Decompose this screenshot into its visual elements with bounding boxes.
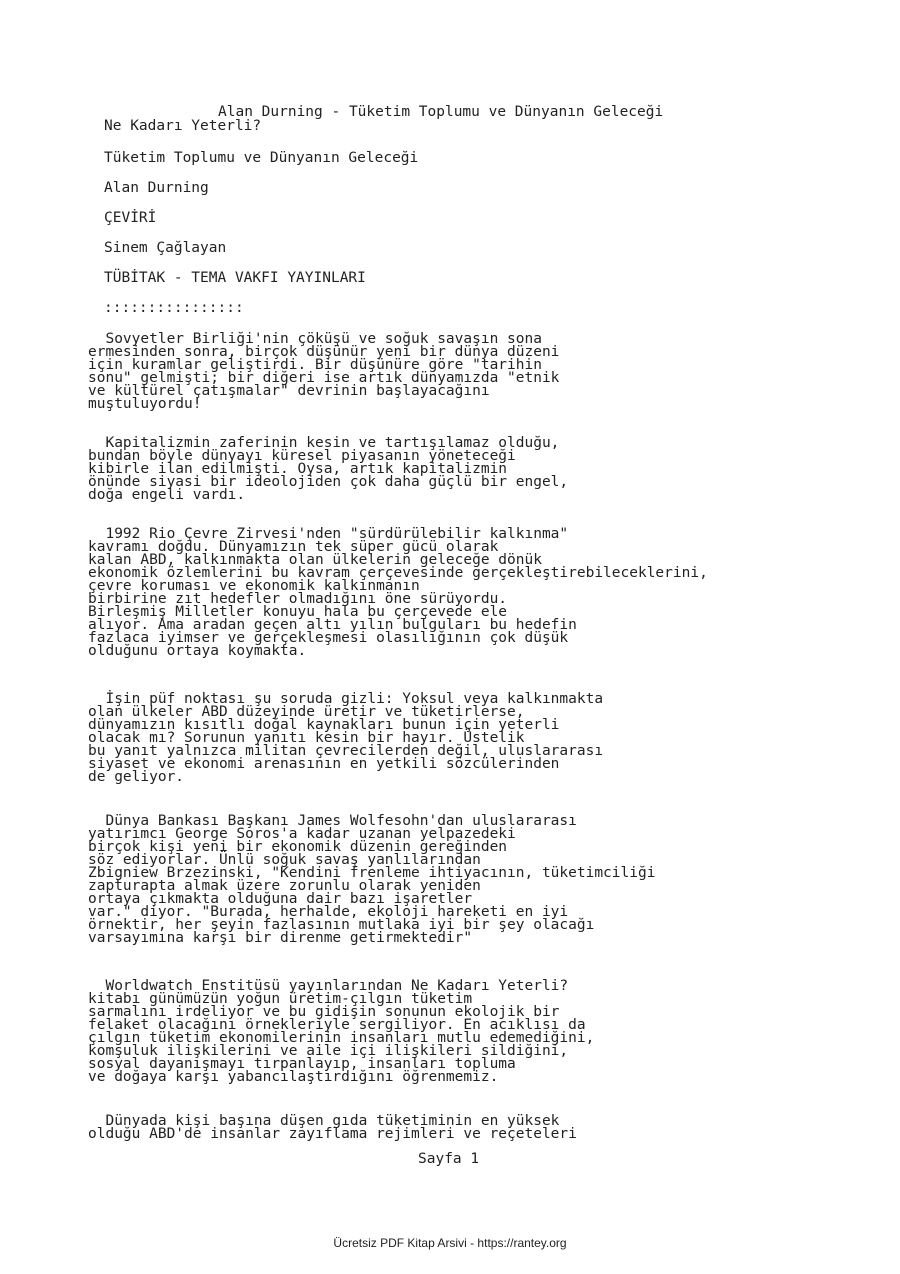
footer-note: Ücretsiz PDF Kitap Arsivi - https://rantey.org (333, 1236, 567, 1250)
paragraph: Dünya Bankası Başkanı James Wolfesohn'dan uluslararası yatırımcı George Soros'a kadar uzanan yelpazedeki birçok kişi yeni bir ekonomik düzenin gereğinden söz ediyorlar. Ünlü soğuk savaş yanlılarından Zbigniew Brzezinski, "Kendini frenleme ihtiyacının, tüketimciliği zapturapta almak üzere zorunlu olarak yeniden ortaya çıkmakta olduğuna dair bazı işaretler var." diyor. "Burada, herhalde, ekoloji hareketi en iyi örnektir, her şeyin fazlasının mutlaka iyi bir şey olacağı varsayımına karşı bir direnme getirmektedir" (88, 813, 656, 946)
paragraph: İşin püf noktası şu soruda gizli: Yoksul veya kalkınmakta olan ülkeler ABD düzeyinde üretir ve tüketirlerse, dünyamızın kısıtlı doğal kaynakları bunun için yeterli olacak mı? Sorunun yanıtı kesin bir hayır. Üstelik bu yanıt yalnızca militan çevrecilerden değil, uluslararası siyaset ve ekonomi arenasının en yetkili sözcülerinden de geliyor. (88, 691, 604, 785)
separator-line: :::::::::::::::: (104, 300, 244, 316)
paragraph: 1992 Rio Çevre Zirvesi'nden "sürdürülebilir kalkınma" kavramı doğdu. Dünyamızın tek süper gücü olarak kalan ABD, kalkınmakta olan ülkelerin geleceğe dönük ekonomik özlemlerini bu kavram çerçevesinde gerçekleştirebileceklerini, çevre koruması ve ekonomik kalkınmanın birbirine zıt hedefler olmadığını öne sürüyordu. Birleşmiş Milletler konuyu hala bu çerçevede ele alıyor. Ama aradan geçen altı yılın bulguları bu hedefin fazlaca iyimser ve gerçekleşmesi olasılığının çok düşük olduğunu ortaya koymakta. (88, 526, 708, 659)
paragraph: Sovyetler Birliği'nin çöküşü ve soğuk savaşın sona ermesinden sonra, birçok düşünür yeni bir dünya düzeni için kuramlar geliştirdi. Bir düşünüre göre "tarihin sonu" gelmişti; bir diğeri ise artık dünyamızda "etnik ve kültürel çatışmalar" devrinin başlayacağını muştuluyordu! (88, 331, 560, 412)
book-title: Ne Kadarı Yeterli? (104, 118, 262, 134)
paragraph: Worldwatch Enstitüsü yayınlarından Ne Kadarı Yeterli? kitabı günümüzün yoğun üretim-çılgın tüketim sarmalını irdeliyor ve bu gidişin sonunun ekolojik bir felaket olacağını örnekleriyle sergiliyor. En acıklısı da çılgın tüketim ekonomilerinin insanları mutlu edemediğini, komşuluk ilişkilerini ve aile içi ilişkileri sildiğini, sosyal dayanışmayı tırpanlayıp, insanları topluma ve doğaya karşı yabancılaştırdığını öğrenmemiz. (88, 978, 595, 1085)
translation-label: ÇEVİRİ (104, 210, 157, 226)
document-title: Alan Durning - Tüketim Toplumu ve Dünyanın Geleceği (218, 104, 664, 120)
paragraph: Dünyada kişi başına düşen gıda tüketiminin en yüksek olduğu ABD'de insanlar zayıflama rejimleri ve reçeteleri (88, 1113, 577, 1142)
translator-name: Sinem Çağlayan (104, 240, 227, 256)
publisher-name: TÜBİTAK - TEMA VAKFI YAYINLARI (104, 270, 366, 286)
book-subtitle: Tüketim Toplumu ve Dünyanın Geleceği (104, 150, 419, 166)
page-number: Sayfa 1 (418, 1151, 480, 1167)
paragraph: Kapitalizmin zaferinin kesin ve tartışılamaz olduğu, bundan böyle dünyayı küresel piyasanın yöneteceği kibirle ilan edilmişti. Oysa, artık kapitalizmin önünde siyasi bir ideolojiden çok daha güçlü bir engel, doğa engeli vardı. (88, 435, 569, 503)
author-name: Alan Durning (104, 180, 209, 196)
